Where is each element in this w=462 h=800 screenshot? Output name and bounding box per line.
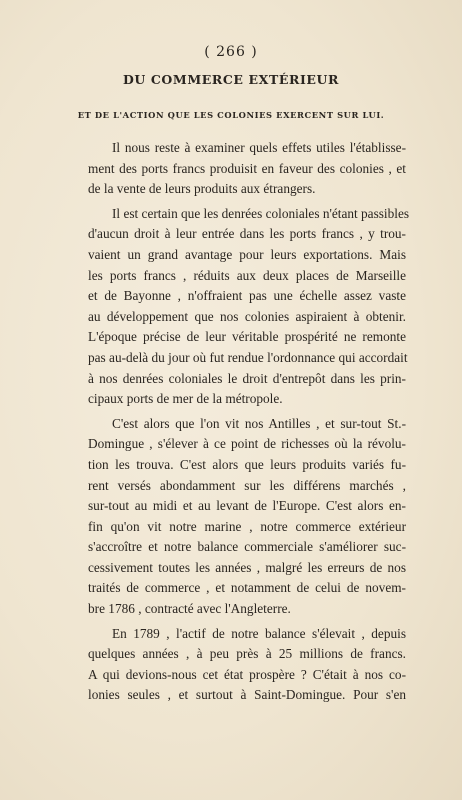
text-line: et de Bayonne , n'offraient pas une échelle assez vaste (88, 288, 406, 304)
chapter-title: DU COMMERCE EXTÉRIEUR (122, 72, 340, 87)
body-text (88, 138, 410, 706)
page-number: ( 266 ) (204, 44, 258, 60)
text-line: quelques années , à peu près à 25 millions de francs. (88, 646, 406, 662)
text-line: au développement que nos colonies aspiraient à obtenir. (88, 308, 406, 324)
text-line: cessivement toutes les années , malgré les erreurs de nos (88, 559, 406, 575)
text-line: rent versés abondamment sur les différens marchés , (88, 477, 406, 493)
text-line: bre 1786 , contracté avec l'Angleterre. (88, 601, 291, 617)
text-line: ment des ports francs produisit en faveur des colonies , et (88, 160, 406, 176)
text-line: pas au-delà du jour où fut rendue l'ordonnance qui accordait (88, 349, 408, 365)
text-line: s'accroître et notre balance commerciale s'améliorer suc- (88, 539, 406, 555)
text-line: Il nous reste à examiner quels effets utiles l'établisse- (112, 140, 406, 155)
text-line: Il est certain que les denrées coloniales n'étant passibles (112, 205, 410, 221)
text-line: tion les trouva. C'est alors que leurs produits variés fu- (88, 456, 406, 472)
text-line: d'aucun droit à leur entrée dans les ports francs , y trou- (88, 226, 406, 242)
text-line: sur-tout au midi et au levant de l'Europe. C'est alors en- (88, 498, 406, 514)
text-line: C'est alors que l'on vit nos Antilles , et sur-tout St.- (112, 415, 406, 431)
text-line: à nos denrées coloniales le droit d'entrepôt dans les prin- (88, 370, 406, 386)
text-line: lonies seules , et surtout à Saint-Domingue. Pour s'en (88, 687, 406, 703)
text-line: cipaux ports de mer de la métropole. (88, 391, 283, 407)
text-line: traités de commerce , et notamment de celui de novem- (88, 580, 406, 596)
text-line: L'époque précise de leur véritable prospérité ne remonte (88, 329, 406, 345)
text-line: vaient un grand avantage pour leurs exportations. Mais (88, 246, 406, 262)
text-line: Domingue , s'élever à ce point de richesses où la révolu- (88, 436, 406, 452)
text-line: de la vente de leurs produits aux étrangers. (88, 181, 316, 197)
text-line: fin qu'on vit notre marine , notre commerce extérieur (88, 518, 406, 534)
text-line: les ports francs , réduits aux deux places de Marseille (88, 267, 406, 283)
chapter-subtitle: ET DE L'ACTION QUE LES COLONIES EXERCENT SUR LUI. (77, 110, 385, 120)
text-line: A qui devions-nous cet état prospère ? C'était à nos co- (88, 666, 406, 682)
text-line: En 1789 , l'actif de notre balance s'élevait , depuis (112, 625, 406, 641)
